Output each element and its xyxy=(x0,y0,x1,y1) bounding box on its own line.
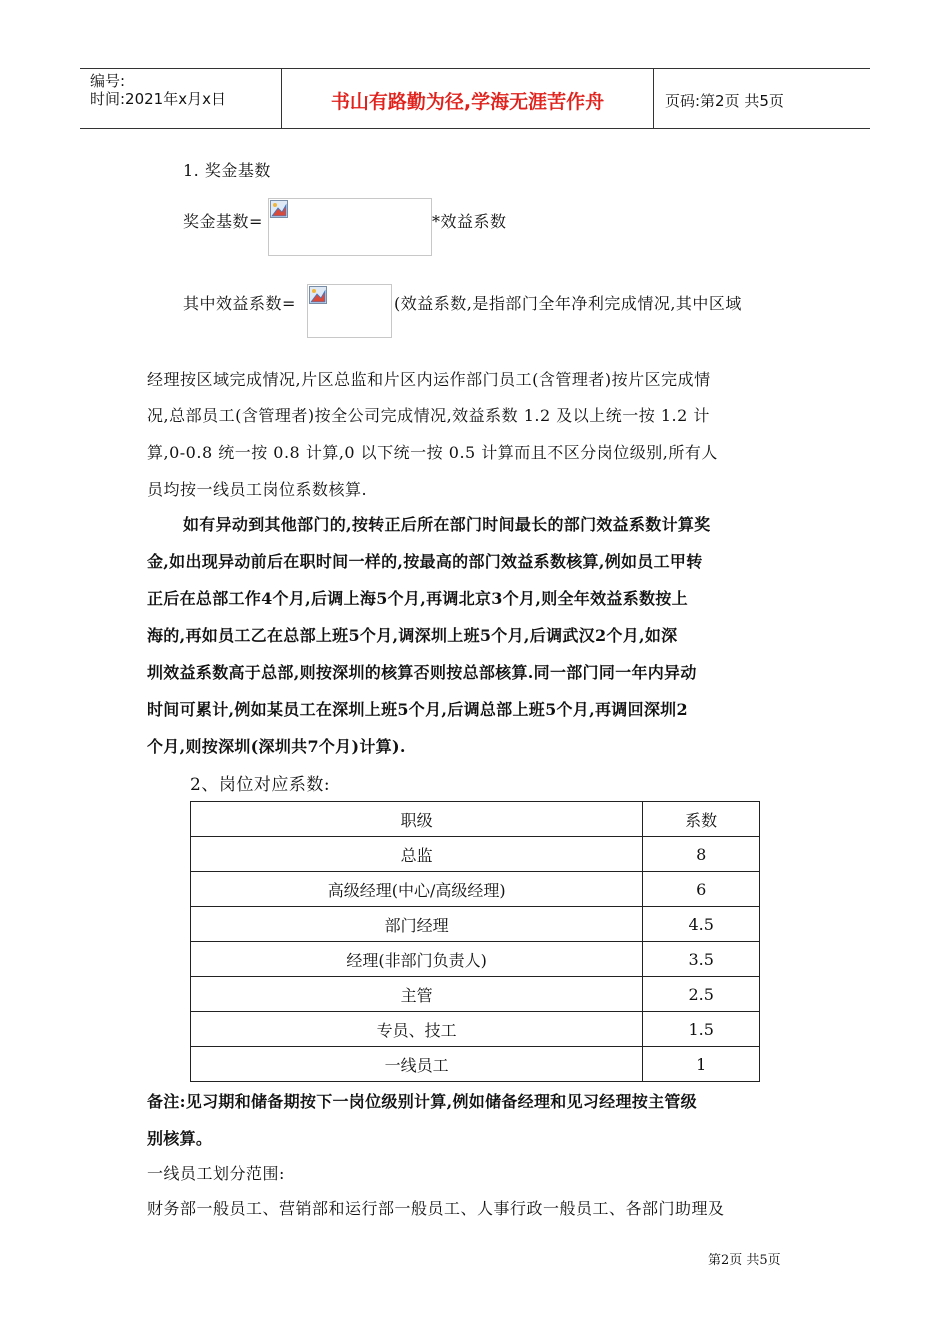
formula-right-text: *效益系数 xyxy=(432,212,507,231)
section-1-heading: 1. 奖金基数 xyxy=(183,161,271,180)
table-cell-rank: 一线员工 xyxy=(191,1047,643,1082)
doc-date-label: 时间:2021年x月x日 xyxy=(90,90,226,108)
table-row xyxy=(191,942,760,977)
table-cell-coef: 2.5 xyxy=(643,977,760,1012)
table-cell-coef: 4.5 xyxy=(643,907,760,942)
header-divider-right xyxy=(653,68,654,129)
para2-line: 海的,再如员工乙在总部上班5个月,调深圳上班5个月,后调武汉2个月,如深 xyxy=(147,626,678,645)
para1-line: 员均按一线员工岗位系数核算. xyxy=(147,480,368,499)
table-cell-rank: 经理(非部门负责人) xyxy=(191,942,643,977)
para2-line: 时间可累计,例如某员工在深圳上班5个月,后调总部上班5个月,再调回深圳2 xyxy=(147,700,688,719)
coef-right-text: (效益系数,是指部门全年净利完成情况,其中区域 xyxy=(394,294,742,313)
table-row xyxy=(191,837,760,872)
para2-line: 金,如出现异动前后在职时间一样的,按最高的部门效益系数核算,例如员工甲转 xyxy=(147,552,703,571)
header-bottom-rule xyxy=(80,128,870,129)
para1-line: 算,0-0.8 统一按 0.8 计算,0 以下统一按 0.5 计算而且不区分岗位级别,所有人 xyxy=(147,443,718,462)
table-cell-coef: 8 xyxy=(643,837,760,872)
table-cell-rank: 总监 xyxy=(191,837,643,872)
para2-line: 个月,则按深圳(深圳共7个月)计算). xyxy=(147,737,406,756)
table-cell-coef: 1.5 xyxy=(643,1012,760,1047)
note-line: 备注:见习期和储备期按下一岗位级别计算,例如储备经理和见习经理按主管级 xyxy=(147,1092,697,1111)
coef-image-placeholder xyxy=(307,284,392,338)
coef-left-text: 其中效益系数= xyxy=(183,294,296,313)
table-row xyxy=(191,977,760,1012)
formula-left-text: 奖金基数= xyxy=(183,212,263,231)
header-top-rule xyxy=(80,68,870,69)
para2-line: 如有异动到其他部门的,按转正后所在部门时间最长的部门效益系数计算奖 xyxy=(183,515,711,534)
para2-line: 正后在总部工作4个月,后调上海5个月,再调北京3个月,则全年效益系数按上 xyxy=(147,589,688,608)
footer-page-number: 第2页 共5页 xyxy=(708,1253,781,1268)
broken-image-icon xyxy=(309,286,327,304)
formula-image-placeholder xyxy=(268,198,432,256)
header-motto: 书山有路勤为径,学海无涯苦作舟 xyxy=(330,91,605,113)
table-cell-coef: 1 xyxy=(643,1047,760,1082)
section-2-heading: 2、岗位对应系数: xyxy=(190,775,331,795)
frontline-title: 一线员工划分范围: xyxy=(147,1164,285,1183)
doc-number-label: 编号: xyxy=(90,72,126,90)
frontline-line: 财务部一般员工、营销部和运行部一般员工、人事行政一般员工、各部门助理及 xyxy=(147,1199,725,1218)
note-line: 别核算。 xyxy=(147,1129,213,1148)
table-cell-rank: 高级经理(中心/高级经理) xyxy=(191,872,643,907)
table-header-cell: 系数 xyxy=(643,802,760,837)
table-header-row xyxy=(191,802,760,837)
table-cell-rank: 主管 xyxy=(191,977,643,1012)
table-cell-rank: 部门经理 xyxy=(191,907,643,942)
para1-line: 况,总部员工(含管理者)按全公司完成情况,效益系数 1.2 及以上统一按 1.2 计 xyxy=(147,406,710,425)
table-row xyxy=(191,872,760,907)
page-number-label: 页码:第2页 共5页 xyxy=(665,92,784,110)
table-cell-coef: 6 xyxy=(643,872,760,907)
table-row xyxy=(191,907,760,942)
broken-image-icon xyxy=(270,200,288,218)
table-cell-rank: 专员、技工 xyxy=(191,1012,643,1047)
para1-line: 经理按区域完成情况,片区总监和片区内运作部门员工(含管理者)按片区完成情 xyxy=(147,370,711,389)
table-cell-coef: 3.5 xyxy=(643,942,760,977)
coefficient-table xyxy=(190,801,760,1082)
table-row xyxy=(191,1012,760,1047)
table-row xyxy=(191,1047,760,1082)
para2-line: 圳效益系数高于总部,则按深圳的核算否则按总部核算.同一部门同一年内异动 xyxy=(147,663,697,682)
table-header-cell: 职级 xyxy=(191,802,643,837)
